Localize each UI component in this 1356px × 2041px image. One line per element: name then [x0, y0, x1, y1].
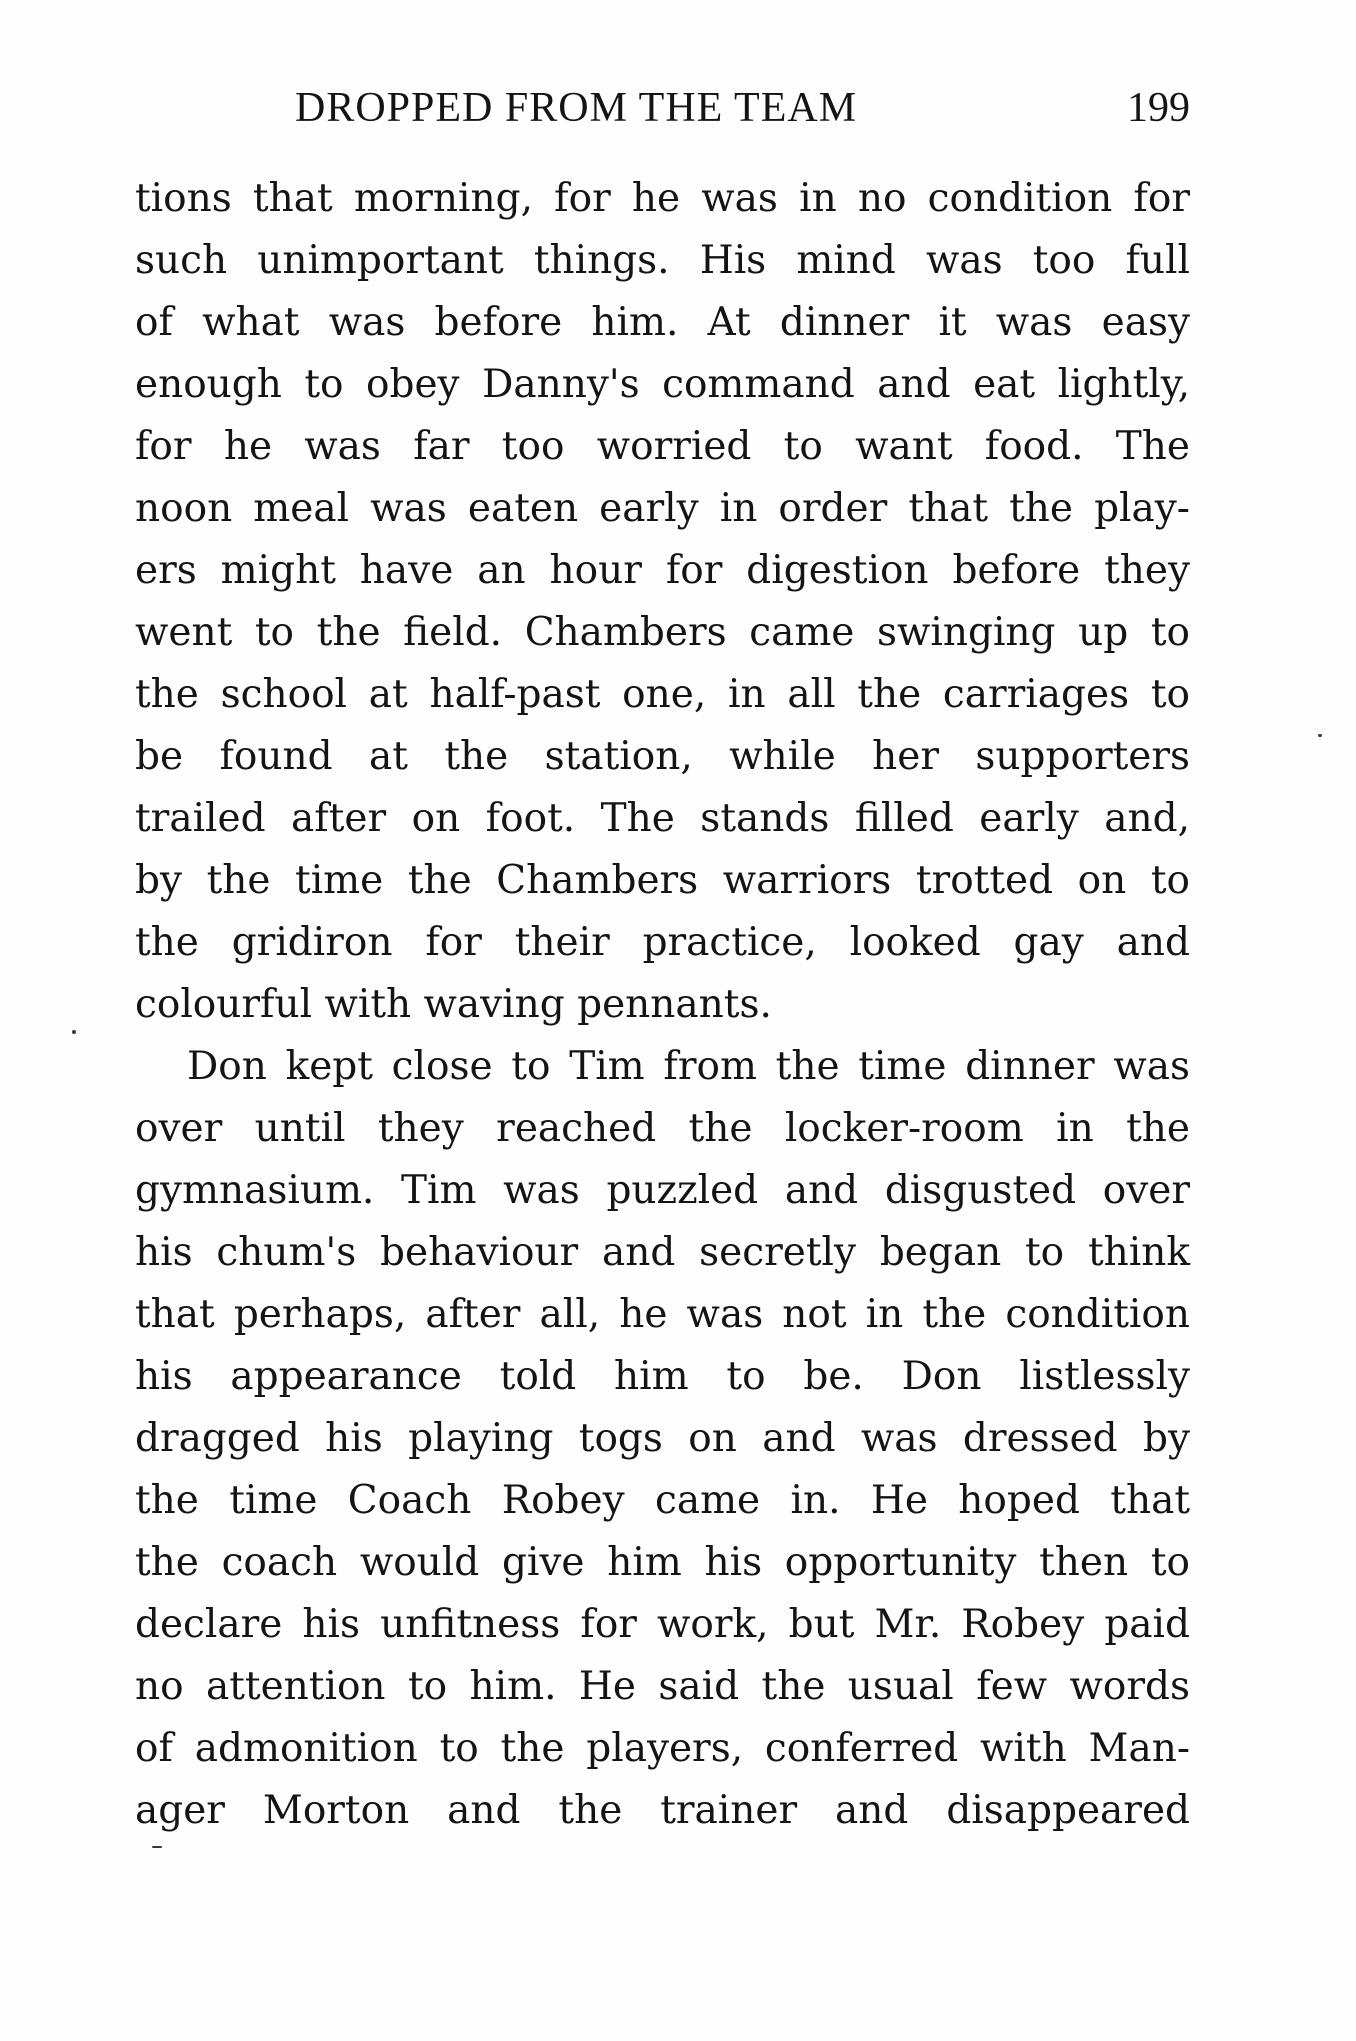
text-line: colourful with waving pennants. — [135, 982, 772, 1027]
text-line: dragged his playing togs on and was dressed by — [135, 1416, 1190, 1461]
text-line: of what was before him. At dinner it was easy — [135, 300, 1190, 345]
scan-speck — [152, 1846, 162, 1848]
text-line: ager Morton and the trainer and disappeared — [135, 1788, 1190, 1833]
text-line: ers might have an hour for digestion before they — [135, 548, 1190, 593]
text-line: Don kept close to Tim from the time dinner was — [187, 1044, 1190, 1089]
text-line: tions that morning, for he was in no condition for — [135, 176, 1190, 221]
paragraph-1 — [135, 168, 1190, 1036]
paragraph-2 — [135, 1036, 1190, 1842]
text-line: such unimportant things. His mind was too full — [135, 238, 1190, 283]
scan-speck — [1318, 734, 1322, 737]
text-line: noon meal was eaten early in order that the play- — [135, 486, 1190, 531]
text-line: the coach would give him his opportunity then to — [135, 1540, 1190, 1585]
text-line: enough to obey Danny's command and eat lightly, — [135, 362, 1190, 407]
text-line: that perhaps, after all, he was not in the condition — [135, 1292, 1190, 1337]
text-line: the time Coach Robey came in. He hoped that — [135, 1478, 1190, 1523]
body-text — [135, 168, 1190, 1842]
text-line: trailed after on foot. The stands filled early and, — [135, 796, 1190, 841]
text-line: be found at the station, while her supporters — [135, 734, 1190, 779]
text-line: gymnasium. Tim was puzzled and disgusted over — [135, 1168, 1190, 1213]
text-line: the school at half-past one, in all the carriages to — [135, 672, 1190, 717]
text-line: by the time the Chambers warriors trotted on to — [135, 858, 1190, 903]
scan-speck — [72, 1030, 76, 1034]
text-line: the gridiron for their practice, looked gay and — [135, 920, 1190, 965]
page-number: 199 — [1127, 85, 1190, 131]
text-line: his chum's behaviour and secretly began to think — [135, 1230, 1190, 1275]
text-line: went to the field. Chambers came swinging up to — [135, 610, 1190, 655]
text-line: no attention to him. He said the usual few words — [135, 1664, 1190, 1709]
text-line: for he was far too worried to want food. The — [135, 424, 1190, 469]
text-line: declare his unfitness for work, but Mr. Robey paid — [135, 1602, 1190, 1647]
text-line: of admonition to the players, conferred with Man- — [135, 1726, 1190, 1771]
running-head — [135, 78, 1190, 138]
text-line: his appearance told him to be. Don listlessly — [135, 1354, 1190, 1399]
text-line: over until they reached the locker-room in the — [135, 1106, 1190, 1151]
running-head-title: DROPPED FROM THE TEAM — [295, 85, 858, 131]
